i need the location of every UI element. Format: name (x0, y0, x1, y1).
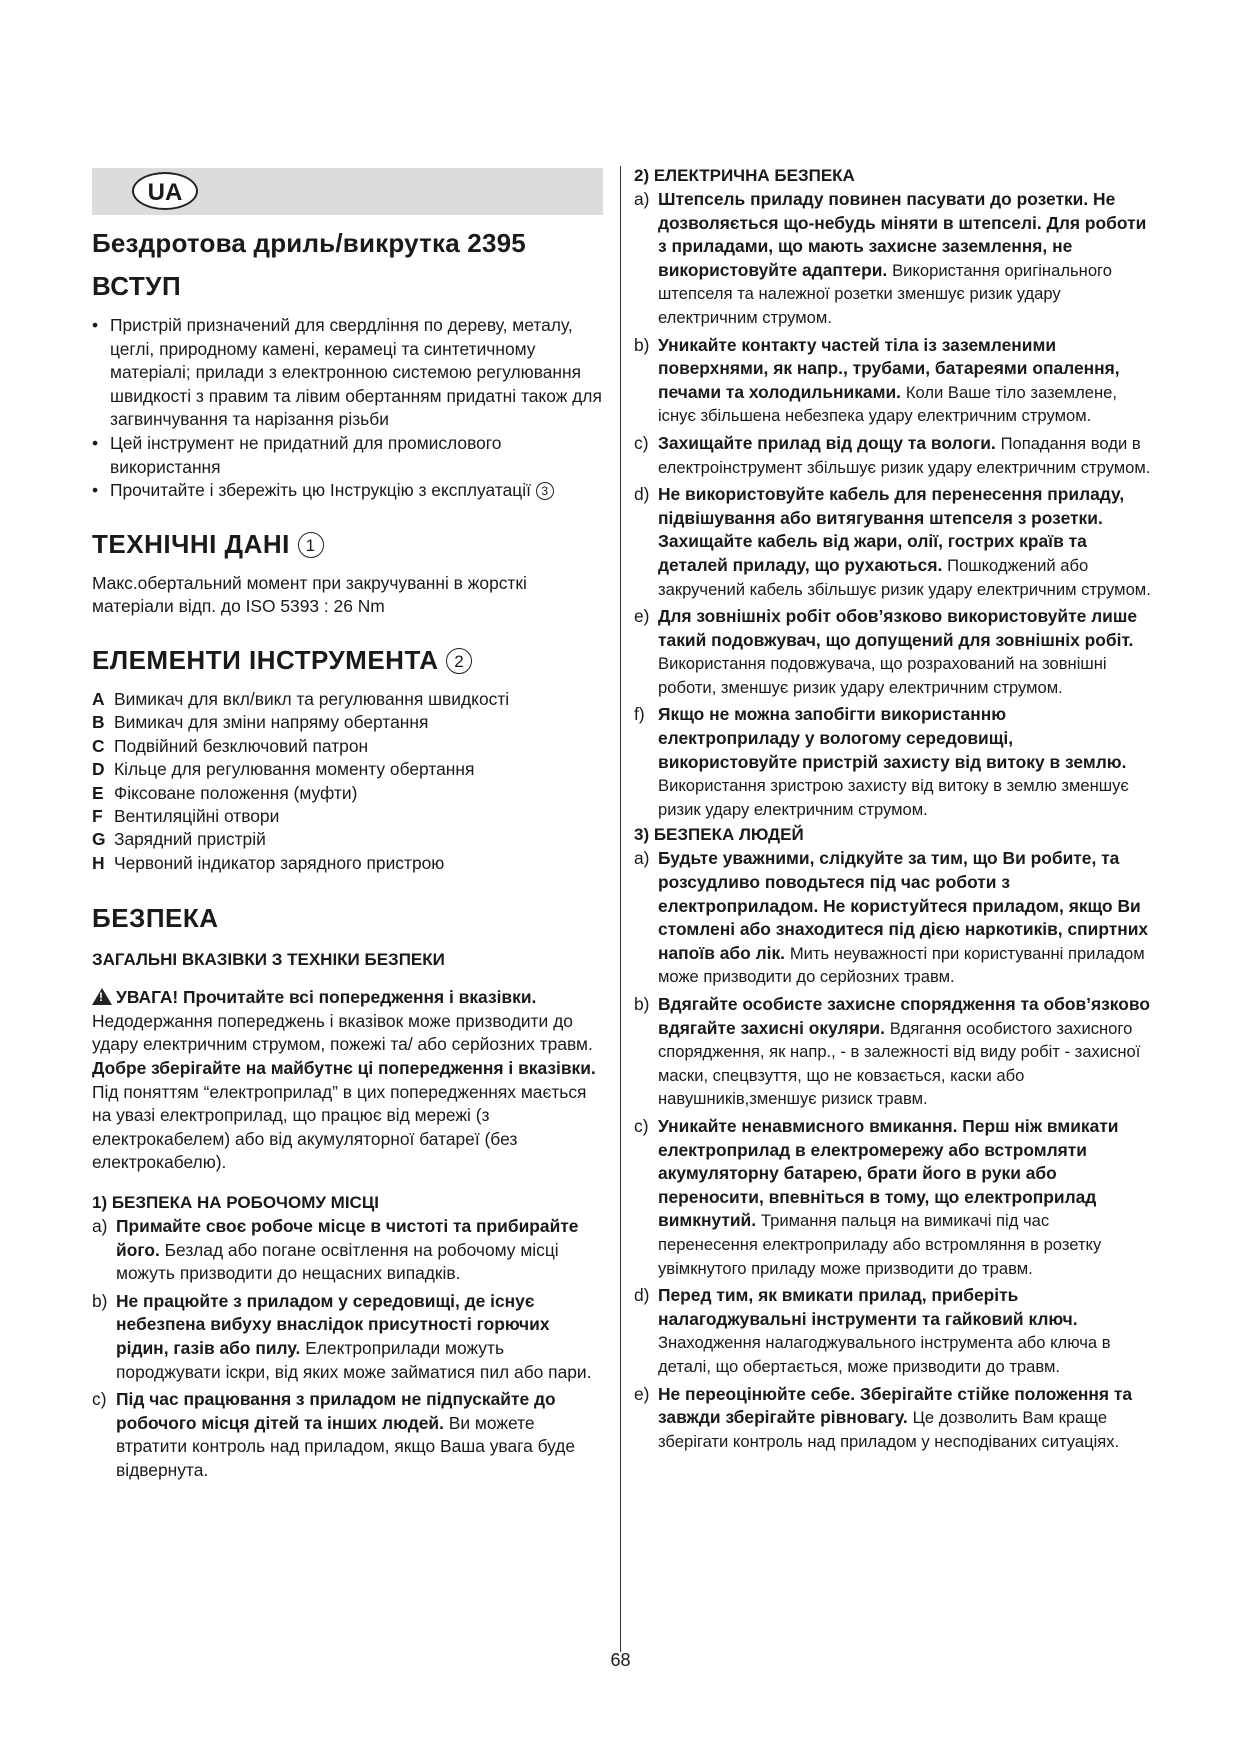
safety-item: e) Не переоцінюйте себе. Зберігайте стійке положення та завжди зберігайте рівновагу. Це дозволить Вам краще зберігати контроль над приладом у несподіваних ситуаціях. (634, 1383, 1133, 1451)
safety-item: c) Під час працювання з приладом не підпускайте до робочого місця дітей та інших людей. Ви можете втратити контроль над приладом, якщо Ваша увага буде відвернута. (92, 1389, 576, 1480)
safety-item: c) Уникайте ненавмисного вмикання. Перш ніж вмикати електроприлад в електромережу або встромляти акумуляторну батарею, брати його в руки або переносити, впевніться в тому, що електроприлад вимкнутий. Тримання пальця на вимикачі під час перенесення електроприладу або встромляння в розетку увімкнутого приладу може призводити до травм. (634, 1115, 1119, 1278)
elements-list (92, 688, 606, 875)
safety-item: a) Штепсель приладу повинен пасувати до розетки. Не дозволяється що-небудь міняти в штепселі. Для роботи з приладами, що мають захисне заземлення, не використовуйте адаптери. Використання оригінального штепселя та належної розетки зменшує ризик удару електричним струмом. (634, 189, 1147, 327)
safety-item: c) Захищайте прилад від дощу та вологи. Попадання води в електроінструмент збільшує ризик удару електричним струмом. (634, 432, 1151, 477)
safety-item: b) Вдягайте особисте захисне спорядження та обов’язково вдягайте захисні окуляри. Вдягання особистого захисного спорядження, як напр., - в залежності від виду робіт - захисної маски, спецвзуття, що не ковзається, каски або навушників,зменшує ризиск травм. (634, 994, 1150, 1109)
safety-item: b) Уникайте контакту частей тіла із заземленими поверхнями, як напр., трубами, батареями опалення, печами та холодильниками. Коли Ваше тіло заземлене, існує збільшена небезпека удару електричним струмом. (634, 334, 1120, 426)
page-number: 68 (610, 1650, 631, 1670)
list-item: B Вимикач для зміни напряму обертання (92, 712, 429, 733)
warning-triangle-icon (92, 988, 112, 1005)
list-item: F Вентиляційні отвори (92, 805, 280, 826)
column-divider (620, 166, 621, 1652)
safety-item: e) Для зовнішніх робіт обов’язково використовуйте лише такий подовжувач, що допущений для зовнішніх робіт. Використання подовжувача, що розрахований на зовнішні роботи, зменшує ризик удару електричним струмом. (634, 606, 1138, 697)
list-item: D Кільце для регулювання моменту обертання (92, 759, 475, 780)
list-item: H Червоний індикатор зарядного пристрою (92, 852, 445, 873)
list-item: • Пристрій призначений для свердління по дереву, металу, цеглі, природному камені, керамеці та синтетичному матеріалі; прилади з електронною системою регулювання швидкості з правим та лівим обертанням придатні також для загвинчування та нарізання різьби (92, 314, 606, 432)
safety-item: d) Не використовуйте кабель для перенесення приладу, підвішування або витягування штепселя з розетки. Захищайте кабель від жари, олії, гострих країв та деталей приладу, що рухаються. Пошкоджений або закручений кабель збільшує ризик удару електричним струмом. (634, 484, 1151, 599)
workplace-heading: 1) БЕЗПЕКА НА РОБОЧОМУ МІСЦІ (92, 1192, 379, 1212)
list-item: E Фіксоване положення (муфти) (92, 782, 358, 803)
warning-paragraph: !УВАГА! Прочитайте всі попередження і вказівки. Недодержання попереджень і вказівок може призводити до удару електричним струмом, пожежі та/ або серйозних травм. Добре зберігайте на майбутнє ці попередження і вказівки. Під поняттям “електроприлад” в цих попередженнях мається на увазі електроприлад, що працює від мережі (з електрокабелем) або від акумуляторної батареї (без електрокабелю). (92, 986, 606, 1175)
right-column (634, 166, 1152, 1457)
safety-heading: БЕЗПЕКА (92, 903, 219, 934)
figure-ref-icon: 2 (446, 648, 472, 674)
language-badge: UA (132, 172, 198, 210)
figure-ref-icon: 1 (298, 532, 324, 558)
list-item: • Цей інструмент не придатний для промислового використання (92, 432, 606, 479)
people-heading: 3) БЕЗПЕКА ЛЮДЕЙ (634, 825, 804, 845)
safety-item: f) Якщо не можна запобігти використанню електроприладу у вологому середовищі, використовуйте пристрій захисту від витоку в землю. Використання зристрою захисту від витоку в землю зменшує ризик удару електричним струмом. (634, 704, 1129, 819)
list-item: G Зарядний пристрій (92, 829, 266, 850)
electrical-heading: 2) ЕЛЕКТРИЧНА БЕЗПЕКА (634, 166, 855, 185)
product-title: Бездротова дриль/викрутка 2395 (92, 228, 526, 258)
safety-item: a) Будьте уважними, слідкуйте за тим, що Ви робите, та розсудливо поводьтеся під час роботи з електроприладом. Не користуйтеся приладом, якщо Ви стомлені або знаходитеся під дією наркотиків, спиртних напоїв або лік. Мить неуважності при користуванні приладом може призводити до серйозних травм. (634, 848, 1149, 987)
safety-item: a) Примайте своє робоче місце в чистоті та прибирайте його. Безлад або погане освітлення на робочому місці можуть призводити до нещасних випадків. (92, 1215, 579, 1284)
list-item: A Вимикач для вкл/викл та регулювання швидкості (92, 688, 510, 709)
general-safety-heading: ЗАГАЛЬНІ ВКАЗІВКИ З ТЕХНІКИ БЕЗПЕКИ (92, 950, 445, 970)
list-item: C Подвійний безключовий патрон (92, 735, 369, 756)
intro-list (92, 314, 606, 503)
intro-heading: ВСТУП (92, 271, 182, 301)
tech-text: Макс.обертальний момент при закручуванні в жорсткі матеріали відп. до ISO 5393 : 26 Nm (92, 572, 527, 617)
list-item: • Прочитайте і збережіть цю Інструкцію з експлуатації 3 (92, 479, 606, 503)
safety-item: b) Не працюйте з приладом у середовищі, де існує небезпена вибуху внаслідок присутності горючих рідин, газів або пилу. Електроприлади можуть породжувати іскри, від яких може займатися пил або пари. (92, 1290, 592, 1382)
tech-heading: ТЕХНІЧНІ ДАНІ 1 (92, 529, 606, 560)
left-column (92, 228, 606, 1486)
figure-ref-icon: 3 (536, 482, 554, 500)
safety-item: d) Перед тим, як вмикати прилад, приберіть налагоджувальні інструменти та гайковий ключ. Знаходження налагоджувального інструмента або ключа в деталі, що обертається, може призводити до травм. (634, 1285, 1111, 1376)
elements-heading: ЕЛЕМЕНТИ ІНСТРУМЕНТА 2 (92, 645, 606, 676)
